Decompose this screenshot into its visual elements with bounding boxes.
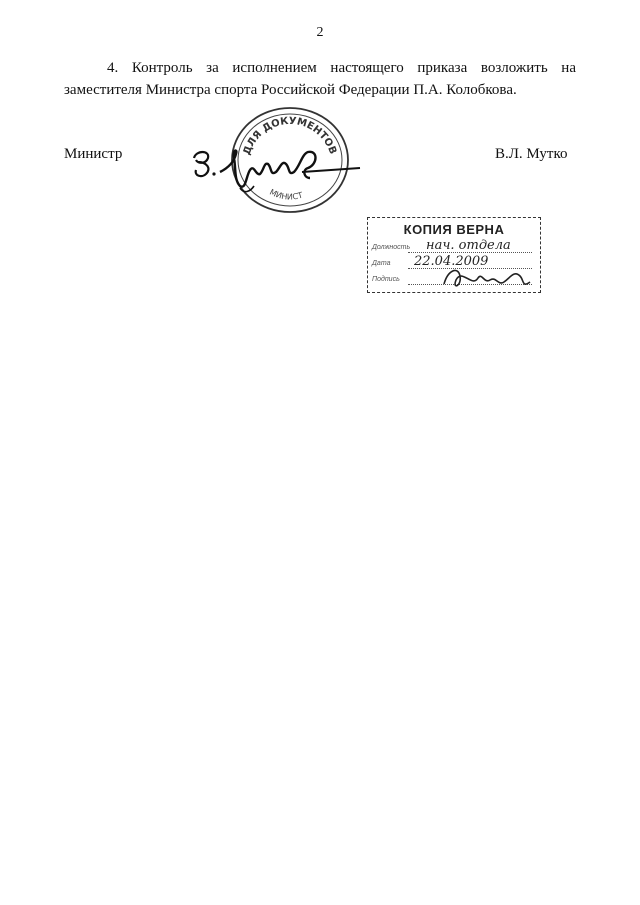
seal-text-top: ДЛЯ ДОКУМЕНТОВ [241,115,339,157]
stamp-signature [438,260,538,294]
stamp-label-date: Дата [372,260,391,267]
stamp-handwritten-date: 22.04.2009 [414,254,489,269]
page-number: 2 [316,25,324,40]
stamp-title: КОПИЯ ВЕРНА [403,222,505,237]
handwritten-signature [184,128,364,198]
signatory-title: Министр [64,146,123,162]
copy-certified-stamp [367,217,541,293]
seal-text-bottom: МИНИСТ [268,187,304,202]
signatory-name: В.Л. Мутко [495,146,568,162]
order-paragraph: 4. Контроль за исполнением настоящего приказа возложить на заместителя Министра спорта Российской Федерации П.А. Колобкова. [64,60,576,98]
stamp-label-position: Должность [372,244,411,251]
stamp-handwritten-position: нач. отдела [426,238,511,253]
stamp-label-signature: Подпись [372,276,400,283]
